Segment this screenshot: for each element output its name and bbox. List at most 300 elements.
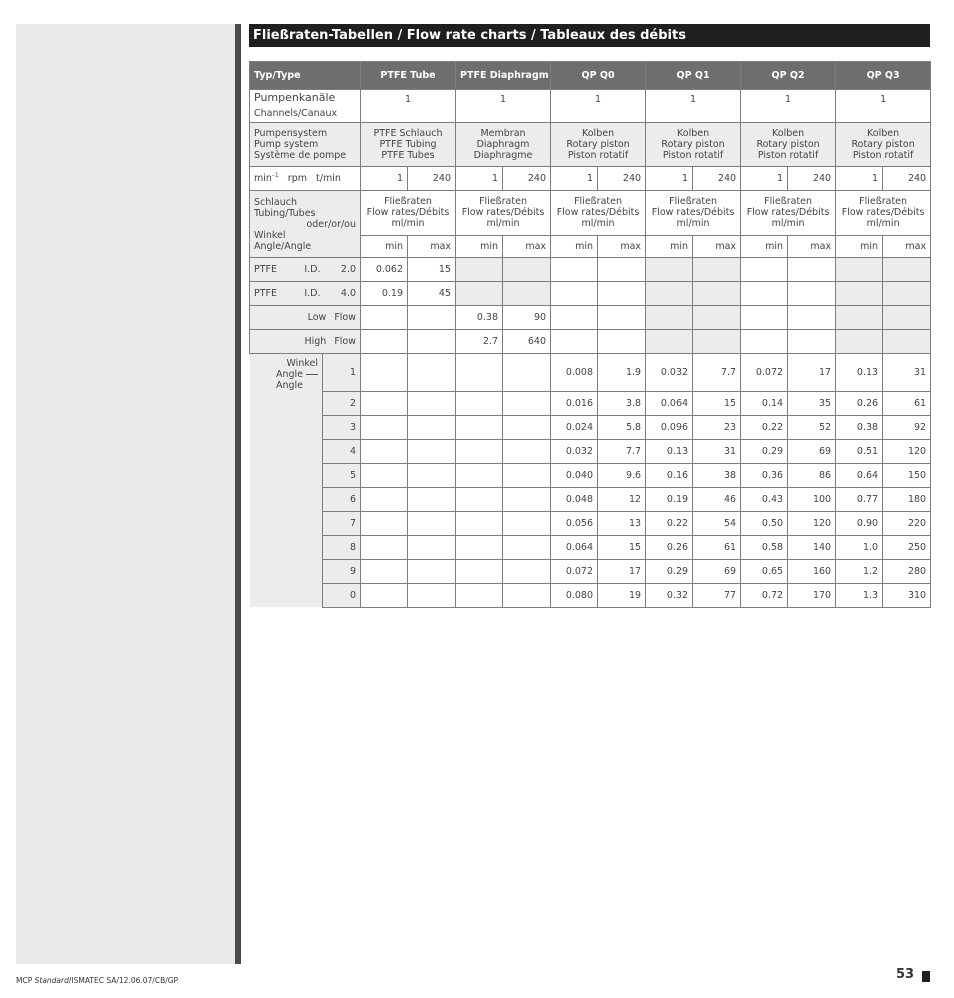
flow-header bbox=[741, 191, 836, 236]
rpm-max: 240 bbox=[598, 167, 646, 191]
flow-header bbox=[361, 191, 456, 236]
tubing-header-row bbox=[250, 191, 931, 236]
flow-max-cell: 90 bbox=[503, 306, 551, 330]
angle-number: 3 bbox=[323, 415, 361, 439]
flow-min-cell: 0.048 bbox=[551, 487, 598, 511]
empty-cell bbox=[693, 282, 741, 306]
flow-header-en: Flow rates/Débits bbox=[746, 207, 830, 218]
flow-max-cell: 310 bbox=[883, 583, 931, 607]
empty-cell bbox=[551, 282, 598, 306]
tubing-row bbox=[250, 306, 931, 330]
flow-header bbox=[551, 191, 646, 236]
empty-cell bbox=[646, 330, 693, 354]
empty-cell bbox=[361, 535, 408, 559]
empty-cell bbox=[408, 463, 456, 487]
channels-value: 1 bbox=[361, 90, 456, 123]
empty-cell bbox=[598, 258, 646, 282]
empty-cell bbox=[361, 330, 408, 354]
flow-min-cell: 0.016 bbox=[551, 391, 598, 415]
rpm-min: 1 bbox=[361, 167, 408, 191]
empty-cell bbox=[598, 282, 646, 306]
flow-min-cell: 0.080 bbox=[551, 583, 598, 607]
flow-min-cell: 0.26 bbox=[646, 535, 693, 559]
empty-cell bbox=[361, 583, 408, 607]
angle-row bbox=[250, 511, 931, 535]
tubing-material: PTFE bbox=[254, 264, 277, 275]
empty-cell bbox=[646, 282, 693, 306]
flow-header-en: Flow rates/Débits bbox=[651, 207, 735, 218]
pump-system-row bbox=[250, 123, 931, 167]
pump-system-value bbox=[456, 123, 551, 167]
rpm-min: 1 bbox=[646, 167, 693, 191]
header-ptfe-tube: PTFE Tube bbox=[361, 62, 456, 90]
flow-header-unit: ml/min bbox=[676, 218, 710, 229]
empty-cell bbox=[693, 258, 741, 282]
angle-row bbox=[250, 463, 931, 487]
empty-cell bbox=[456, 439, 503, 463]
tubing-material: PTFE bbox=[254, 288, 277, 299]
channels-row bbox=[250, 90, 931, 123]
empty-cell bbox=[883, 306, 931, 330]
empty-cell bbox=[361, 487, 408, 511]
empty-cell bbox=[361, 439, 408, 463]
empty-cell bbox=[408, 306, 456, 330]
empty-cell bbox=[788, 282, 836, 306]
flow-min-cell: 0.32 bbox=[646, 583, 693, 607]
empty-cell bbox=[408, 330, 456, 354]
flow-max-cell: 38 bbox=[693, 463, 741, 487]
flow-header-de: Fließraten bbox=[669, 196, 717, 207]
flow-min-cell: 0.64 bbox=[836, 463, 883, 487]
empty-cell bbox=[836, 306, 883, 330]
flow-min-cell: 0.14 bbox=[741, 391, 788, 415]
empty-cell bbox=[503, 258, 551, 282]
flow-min-cell: 0.22 bbox=[646, 511, 693, 535]
flow-max-cell: 250 bbox=[883, 535, 931, 559]
empty-cell bbox=[883, 282, 931, 306]
pump-system-value bbox=[551, 123, 646, 167]
empty-cell bbox=[883, 258, 931, 282]
pump-system-text: Rotary piston bbox=[756, 139, 820, 150]
header-qp-q2: QP Q2 bbox=[741, 62, 836, 90]
empty-cell bbox=[456, 415, 503, 439]
flow-min-cell: 0.38 bbox=[836, 415, 883, 439]
pump-system-text: Kolben bbox=[867, 128, 900, 139]
pump-system-text: Kolben bbox=[772, 128, 805, 139]
angle-label-blank bbox=[250, 391, 323, 415]
flow-header-en: Flow rates/Débits bbox=[461, 207, 545, 218]
tubing-row-label bbox=[250, 282, 361, 306]
flow-min-cell: 0.29 bbox=[646, 559, 693, 583]
tubing-size: Flow bbox=[334, 312, 357, 323]
empty-cell bbox=[408, 391, 456, 415]
angle-label-blank bbox=[250, 487, 323, 511]
empty-cell bbox=[503, 511, 551, 535]
tubing-size: Flow bbox=[334, 336, 357, 347]
flow-min-cell: 0.38 bbox=[456, 306, 503, 330]
angle-number: 6 bbox=[323, 487, 361, 511]
flow-min-cell: 0.22 bbox=[741, 415, 788, 439]
tubing-label-or: oder/or/ou bbox=[306, 218, 357, 230]
page-number: 53 bbox=[896, 967, 915, 982]
flow-max-cell: 120 bbox=[788, 511, 836, 535]
flow-max-cell: 120 bbox=[883, 439, 931, 463]
flow-max-cell: 46 bbox=[693, 487, 741, 511]
tubing-size: 2.0 bbox=[340, 264, 357, 275]
empty-cell bbox=[836, 282, 883, 306]
flow-max-cell: 640 bbox=[503, 330, 551, 354]
tubing-material bbox=[254, 336, 284, 347]
flow-header bbox=[836, 191, 931, 236]
angle-number: 0 bbox=[323, 583, 361, 607]
flow-max-cell: 86 bbox=[788, 463, 836, 487]
flow-min-cell: 0.032 bbox=[551, 439, 598, 463]
pump-system-text: PTFE Tubes bbox=[381, 150, 435, 161]
empty-cell bbox=[456, 487, 503, 511]
empty-cell bbox=[408, 415, 456, 439]
header-qp-q0: QP Q0 bbox=[551, 62, 646, 90]
flow-max-cell: 15 bbox=[408, 258, 456, 282]
tubing-row bbox=[250, 258, 931, 282]
flow-max-cell: 3.8 bbox=[598, 391, 646, 415]
empty-cell bbox=[503, 487, 551, 511]
empty-cell bbox=[456, 583, 503, 607]
pump-system-value bbox=[741, 123, 836, 167]
empty-cell bbox=[788, 258, 836, 282]
empty-cell bbox=[693, 330, 741, 354]
empty-cell bbox=[503, 583, 551, 607]
flow-min-cell: 0.19 bbox=[361, 282, 408, 306]
rpm-label-min: min bbox=[254, 173, 272, 185]
empty-cell bbox=[408, 583, 456, 607]
flow-min-cell: 0.36 bbox=[741, 463, 788, 487]
flow-max-cell: 7.7 bbox=[598, 439, 646, 463]
angle-label-de: Winkel bbox=[254, 229, 286, 241]
flow-min-cell: 0.040 bbox=[551, 463, 598, 487]
rpm-label-rest: rpm t/min bbox=[278, 173, 341, 185]
channels-value: 1 bbox=[646, 90, 741, 123]
empty-cell bbox=[408, 439, 456, 463]
flow-min-cell: 0.096 bbox=[646, 415, 693, 439]
flow-max-cell: 12 bbox=[598, 487, 646, 511]
empty-cell bbox=[503, 463, 551, 487]
flow-max-cell: 7.7 bbox=[693, 354, 741, 392]
tubing-row bbox=[250, 330, 931, 354]
empty-cell bbox=[788, 330, 836, 354]
empty-cell bbox=[551, 258, 598, 282]
flow-header-unit: ml/min bbox=[391, 218, 425, 229]
angle-row bbox=[250, 487, 931, 511]
footer bbox=[16, 976, 178, 985]
header-ptfe-diaphragm: PTFE Diaphragm bbox=[456, 62, 551, 90]
flow-header-unit: ml/min bbox=[581, 218, 615, 229]
pump-system-text: Piston rotatif bbox=[567, 150, 629, 161]
angle-pointer-line bbox=[306, 374, 318, 375]
flow-max-cell: 150 bbox=[883, 463, 931, 487]
empty-cell bbox=[788, 306, 836, 330]
flow-min-cell: 0.008 bbox=[551, 354, 598, 392]
pump-system-text: Piston rotatif bbox=[852, 150, 914, 161]
angle-number: 8 bbox=[323, 535, 361, 559]
angle-number: 5 bbox=[323, 463, 361, 487]
flow-max-cell: 1.9 bbox=[598, 354, 646, 392]
flow-min-cell: 0.51 bbox=[836, 439, 883, 463]
empty-cell bbox=[456, 282, 503, 306]
empty-cell bbox=[741, 306, 788, 330]
empty-cell bbox=[883, 330, 931, 354]
empty-cell bbox=[456, 463, 503, 487]
page-marker bbox=[922, 971, 930, 982]
empty-cell bbox=[361, 463, 408, 487]
angle-label-fr: Angle bbox=[275, 380, 303, 391]
rpm-max: 240 bbox=[503, 167, 551, 191]
channels-value: 1 bbox=[836, 90, 931, 123]
channels-value: 1 bbox=[741, 90, 836, 123]
pump-system-value bbox=[646, 123, 741, 167]
flow-min-cell: 0.58 bbox=[741, 535, 788, 559]
empty-cell bbox=[693, 306, 741, 330]
flow-min-cell: 2.7 bbox=[456, 330, 503, 354]
angle-row bbox=[250, 535, 931, 559]
pump-system-text: Diaphragm bbox=[476, 139, 530, 150]
pump-system-text: Membran bbox=[480, 128, 526, 139]
rpm-label bbox=[250, 167, 361, 191]
empty-cell bbox=[408, 535, 456, 559]
footer-text: /ISMATEC SA/12.06.07/CB/GP bbox=[68, 976, 179, 985]
angle-number: 4 bbox=[323, 439, 361, 463]
empty-cell bbox=[503, 535, 551, 559]
rpm-min: 1 bbox=[456, 167, 503, 191]
tubing-label-de: Schlauch bbox=[254, 196, 298, 208]
flow-max-cell: 13 bbox=[598, 511, 646, 535]
empty-cell bbox=[598, 330, 646, 354]
flow-min-cell: 0.19 bbox=[646, 487, 693, 511]
header-type: Typ/Type bbox=[250, 62, 361, 90]
flow-header-unit: ml/min bbox=[866, 218, 900, 229]
empty-cell bbox=[456, 511, 503, 535]
flow-min-cell: 0.72 bbox=[741, 583, 788, 607]
pump-system-label-en: Pump system bbox=[254, 139, 319, 150]
footer-text: MCP bbox=[16, 976, 35, 985]
empty-cell bbox=[503, 439, 551, 463]
empty-cell bbox=[503, 391, 551, 415]
flow-max-cell: 9.6 bbox=[598, 463, 646, 487]
flow-max-cell: 92 bbox=[883, 415, 931, 439]
angle-label-blank bbox=[250, 583, 323, 607]
pump-system-text: Rotary piston bbox=[851, 139, 915, 150]
pump-system-text: PTFE Tubing bbox=[379, 139, 437, 150]
rpm-max: 240 bbox=[408, 167, 456, 191]
flow-header bbox=[646, 191, 741, 236]
flow-header-de: Fließraten bbox=[859, 196, 908, 207]
flow-header-unit: ml/min bbox=[486, 218, 520, 229]
sidebar-rule bbox=[235, 24, 241, 964]
pump-system-label-de: Pumpensystem bbox=[254, 128, 328, 139]
flow-max-cell: 17 bbox=[598, 559, 646, 583]
flow-min-cell: 0.064 bbox=[551, 535, 598, 559]
angle-label-en bbox=[254, 369, 319, 380]
empty-cell bbox=[456, 535, 503, 559]
flow-min-cell: 0.26 bbox=[836, 391, 883, 415]
flow-min-cell: 0.43 bbox=[741, 487, 788, 511]
tubing-spec: I.D. bbox=[304, 288, 321, 299]
max-label: max bbox=[408, 236, 456, 258]
rpm-row bbox=[250, 167, 931, 191]
tubing-label bbox=[250, 191, 361, 258]
angle-label-blank bbox=[250, 463, 323, 487]
page-title: Fließraten-Tabellen / Flow rate charts / Tableaux des débits bbox=[249, 24, 930, 47]
empty-cell bbox=[456, 258, 503, 282]
flow-max-cell: 23 bbox=[693, 415, 741, 439]
max-label: max bbox=[503, 236, 551, 258]
flow-header-en: Flow rates/Débits bbox=[556, 207, 640, 218]
min-label: min bbox=[646, 236, 693, 258]
flow-max-cell: 69 bbox=[693, 559, 741, 583]
empty-cell bbox=[361, 306, 408, 330]
empty-cell bbox=[408, 354, 456, 392]
empty-cell bbox=[503, 415, 551, 439]
flow-min-cell: 0.064 bbox=[646, 391, 693, 415]
min-label: min bbox=[551, 236, 598, 258]
pump-system-value bbox=[361, 123, 456, 167]
tubing-spec: Low bbox=[307, 312, 327, 323]
rpm-min: 1 bbox=[551, 167, 598, 191]
flow-min-cell: 0.65 bbox=[741, 559, 788, 583]
empty-cell bbox=[646, 306, 693, 330]
empty-cell bbox=[503, 559, 551, 583]
empty-cell bbox=[361, 559, 408, 583]
flow-min-cell: 1.0 bbox=[836, 535, 883, 559]
flow-max-cell: 31 bbox=[883, 354, 931, 392]
flow-min-cell: 0.13 bbox=[646, 439, 693, 463]
empty-cell bbox=[361, 511, 408, 535]
flow-max-cell: 280 bbox=[883, 559, 931, 583]
flow-rate-table bbox=[249, 61, 931, 608]
angle-label-blank bbox=[250, 415, 323, 439]
angle-label-en: Angle/Angle bbox=[254, 240, 312, 252]
channels-label-en: Channels/Canaux bbox=[254, 107, 338, 119]
angle-row bbox=[250, 415, 931, 439]
min-label: min bbox=[741, 236, 788, 258]
flow-header-de: Fließraten bbox=[764, 196, 813, 207]
max-label: max bbox=[693, 236, 741, 258]
angle-label-blank bbox=[250, 535, 323, 559]
flow-min-cell: 0.072 bbox=[741, 354, 788, 392]
flow-min-cell: 1.3 bbox=[836, 583, 883, 607]
pump-system-text: Kolben bbox=[677, 128, 710, 139]
tubing-spec: I.D. bbox=[304, 264, 321, 275]
rpm-min: 1 bbox=[741, 167, 788, 191]
tubing-row-label bbox=[250, 306, 361, 330]
max-label: max bbox=[883, 236, 931, 258]
empty-cell bbox=[408, 487, 456, 511]
empty-cell bbox=[408, 559, 456, 583]
flow-header-unit: ml/min bbox=[771, 218, 805, 229]
rpm-label-sup: –1 bbox=[271, 172, 279, 180]
pump-system-text: Rotary piston bbox=[661, 139, 725, 150]
empty-cell bbox=[836, 330, 883, 354]
flow-min-cell: 0.072 bbox=[551, 559, 598, 583]
flow-max-cell: 15 bbox=[693, 391, 741, 415]
angle-label-de: Winkel bbox=[286, 358, 318, 369]
flow-min-cell: 1.2 bbox=[836, 559, 883, 583]
flow-header-de: Fließraten bbox=[574, 196, 622, 207]
flow-max-cell: 52 bbox=[788, 415, 836, 439]
empty-cell bbox=[408, 511, 456, 535]
flow-min-cell: 0.16 bbox=[646, 463, 693, 487]
angle-number: 1 bbox=[323, 354, 361, 392]
pump-system-text: Piston rotatif bbox=[662, 150, 724, 161]
flow-max-cell: 54 bbox=[693, 511, 741, 535]
empty-cell bbox=[456, 559, 503, 583]
flow-max-cell: 15 bbox=[598, 535, 646, 559]
flow-max-cell: 5.8 bbox=[598, 415, 646, 439]
channels-label bbox=[250, 90, 361, 123]
empty-cell bbox=[551, 306, 598, 330]
channels-value: 1 bbox=[456, 90, 551, 123]
flow-max-cell: 45 bbox=[408, 282, 456, 306]
angle-number: 7 bbox=[323, 511, 361, 535]
tubing-row-label bbox=[250, 330, 361, 354]
pump-system-text: Diaphragme bbox=[473, 150, 533, 161]
flow-min-cell: 0.90 bbox=[836, 511, 883, 535]
tubing-spec: High bbox=[304, 336, 327, 347]
empty-cell bbox=[551, 330, 598, 354]
empty-cell bbox=[503, 282, 551, 306]
pump-system-text: Kolben bbox=[581, 128, 615, 139]
empty-cell bbox=[361, 391, 408, 415]
pump-system-label-fr: Système de pompe bbox=[254, 150, 347, 161]
flow-max-cell: 220 bbox=[883, 511, 931, 535]
max-label: max bbox=[598, 236, 646, 258]
header-qp-q3: QP Q3 bbox=[836, 62, 931, 90]
flow-header-en: Flow rates/Débits bbox=[841, 207, 925, 218]
empty-cell bbox=[598, 306, 646, 330]
flow-max-cell: 69 bbox=[788, 439, 836, 463]
pump-system-value bbox=[836, 123, 931, 167]
flow-min-cell: 0.056 bbox=[551, 511, 598, 535]
empty-cell bbox=[836, 258, 883, 282]
angle-row bbox=[250, 583, 931, 607]
angle-label bbox=[250, 354, 323, 392]
angle-label-blank bbox=[250, 559, 323, 583]
flow-max-cell: 100 bbox=[788, 487, 836, 511]
angle-row bbox=[250, 559, 931, 583]
empty-cell bbox=[361, 415, 408, 439]
rpm-min: 1 bbox=[836, 167, 883, 191]
angle-label-blank bbox=[250, 439, 323, 463]
flow-max-cell: 160 bbox=[788, 559, 836, 583]
flow-max-cell: 77 bbox=[693, 583, 741, 607]
flow-max-cell: 17 bbox=[788, 354, 836, 392]
flow-max-cell: 61 bbox=[693, 535, 741, 559]
pump-system-text: Piston rotatif bbox=[757, 150, 819, 161]
channels-value: 1 bbox=[551, 90, 646, 123]
angle-row bbox=[250, 354, 931, 392]
angle-row bbox=[250, 439, 931, 463]
min-label: min bbox=[836, 236, 883, 258]
pump-system-text: Rotary piston bbox=[566, 139, 630, 150]
rpm-max: 240 bbox=[883, 167, 931, 191]
tubing-size: 4.0 bbox=[340, 288, 357, 299]
flow-max-cell: 170 bbox=[788, 583, 836, 607]
angle-row bbox=[250, 391, 931, 415]
flow-max-cell: 35 bbox=[788, 391, 836, 415]
header-row bbox=[250, 62, 931, 90]
flow-min-cell: 0.29 bbox=[741, 439, 788, 463]
rpm-max: 240 bbox=[788, 167, 836, 191]
empty-cell bbox=[456, 391, 503, 415]
